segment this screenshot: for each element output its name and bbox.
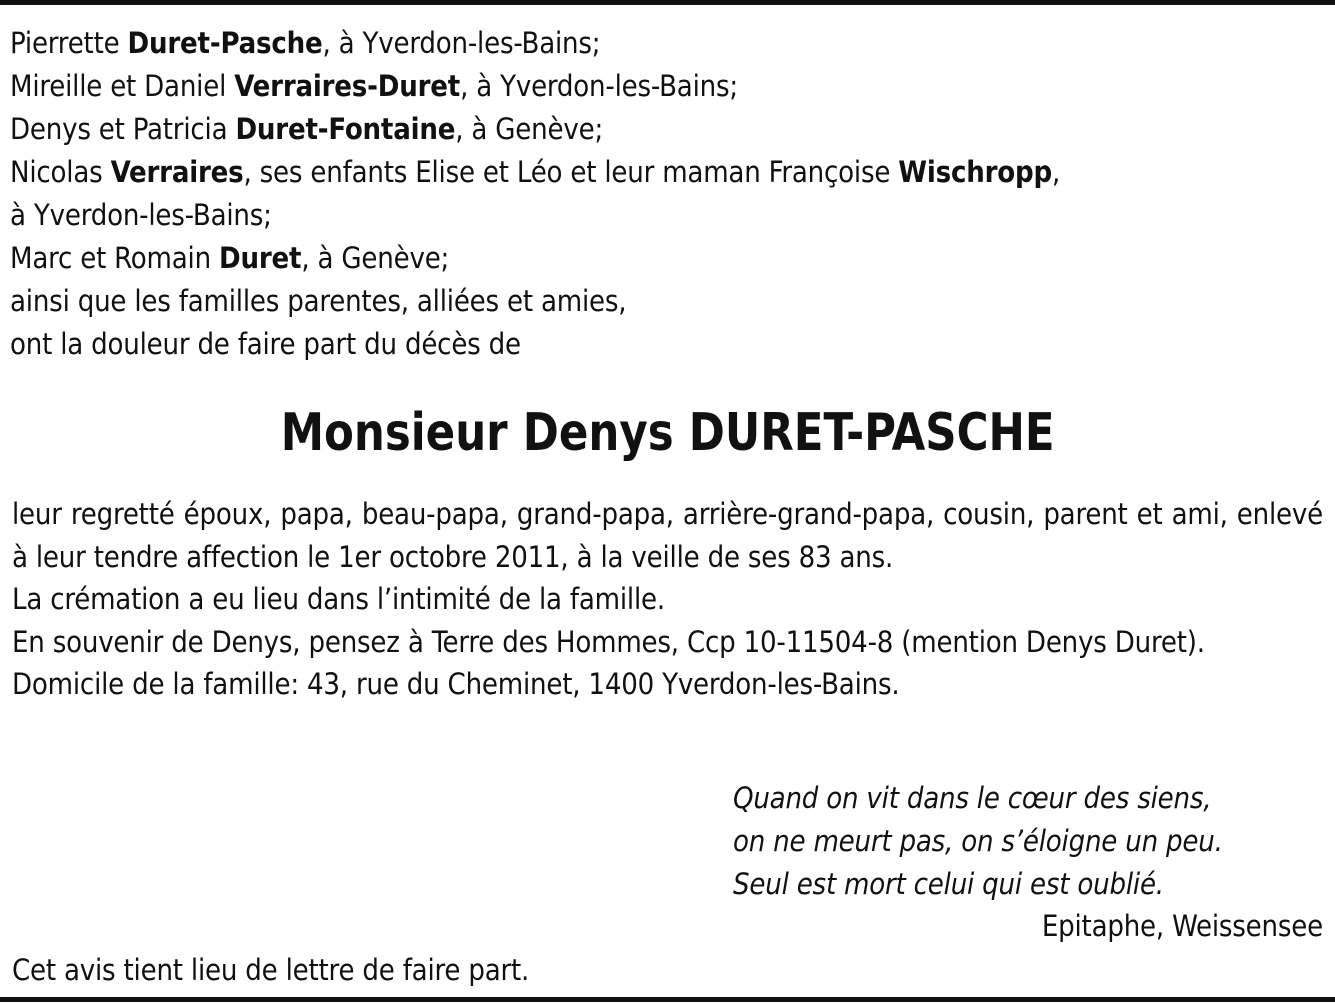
family-line <box>10 194 1320 237</box>
donation-paragraph: En souvenir de Denys, pensez à Terre des Hommes, Ccp 10-11504-8 (mention Denys Duret). <box>12 624 1205 659</box>
family-line-text: ainsi que les familles parentes, alliées et amies, <box>10 284 627 318</box>
family-line <box>10 151 1320 194</box>
family-line <box>10 237 1320 280</box>
family-line-text: Nicolas <box>10 155 111 189</box>
family-surname: Wischropp <box>898 155 1052 189</box>
family-line-text: Denys et Patricia <box>10 112 236 146</box>
family-list <box>10 22 1320 366</box>
family-surname: Verraires <box>110 155 244 189</box>
closing-note: Cet avis tient lieu de lettre de faire part. <box>12 953 530 987</box>
cremation-paragraph: La crémation a eu lieu dans l’intimité de la famille. <box>12 582 665 616</box>
family-location: , à Genève; <box>455 112 604 146</box>
family-line <box>10 22 1320 65</box>
deceased-name-heading: Monsieur Denys DURET-PASCHE <box>280 403 1055 463</box>
top-rule <box>0 0 1335 5</box>
family-surname: Duret <box>219 241 302 275</box>
family-line-middle: , ses enfants Elise et Léo et leur maman Françoise <box>243 155 899 189</box>
family-location: , <box>1051 155 1061 189</box>
family-location: , à Genève; <box>301 241 450 275</box>
bottom-rule <box>0 997 1335 1002</box>
family-surname: Verraires-Duret <box>234 69 461 103</box>
poem-attribution: Epitaphe, Weissensee <box>1041 909 1323 943</box>
family-surname: Duret-Fontaine <box>235 112 456 146</box>
family-line-text: Pierrette <box>10 26 128 60</box>
poem-line: Seul est mort celui qui est oublié. <box>733 867 1164 901</box>
family-surname: Duret-Pasche <box>127 26 323 60</box>
family-line <box>10 323 1320 366</box>
domicile-paragraph: Domicile de la famille: 43, rue du Cheminet, 1400 Yverdon-les-Bains. <box>12 667 900 701</box>
tribute-paragraph: leur regretté époux, papa, beau-papa, grand-papa, arrière-grand-papa, cousin, parent et ami, enlevé à leur tendre affection le 1er octobre 2011, à la veille de ses 83 ans. <box>12 497 1323 574</box>
family-line-text: à Yverdon-les-Bains; <box>10 198 272 232</box>
family-location: , à Yverdon-les-Bains; <box>322 26 601 60</box>
family-line <box>10 108 1320 151</box>
family-line <box>10 280 1320 323</box>
family-location: , à Yverdon-les-Bains; <box>460 69 738 103</box>
family-line <box>10 65 1320 108</box>
notice-body <box>12 493 1323 706</box>
family-line-text: Marc et Romain <box>10 241 220 275</box>
family-line-text: Mireille et Daniel <box>10 69 235 103</box>
epitaph-poem <box>733 777 1325 906</box>
poem-line: Quand on vit dans le cœur des siens, <box>733 781 1212 815</box>
family-line-text: ont la douleur de faire part du décès de <box>10 327 521 361</box>
poem-line: on ne meurt pas, on s’éloigne un peu. <box>733 824 1223 858</box>
